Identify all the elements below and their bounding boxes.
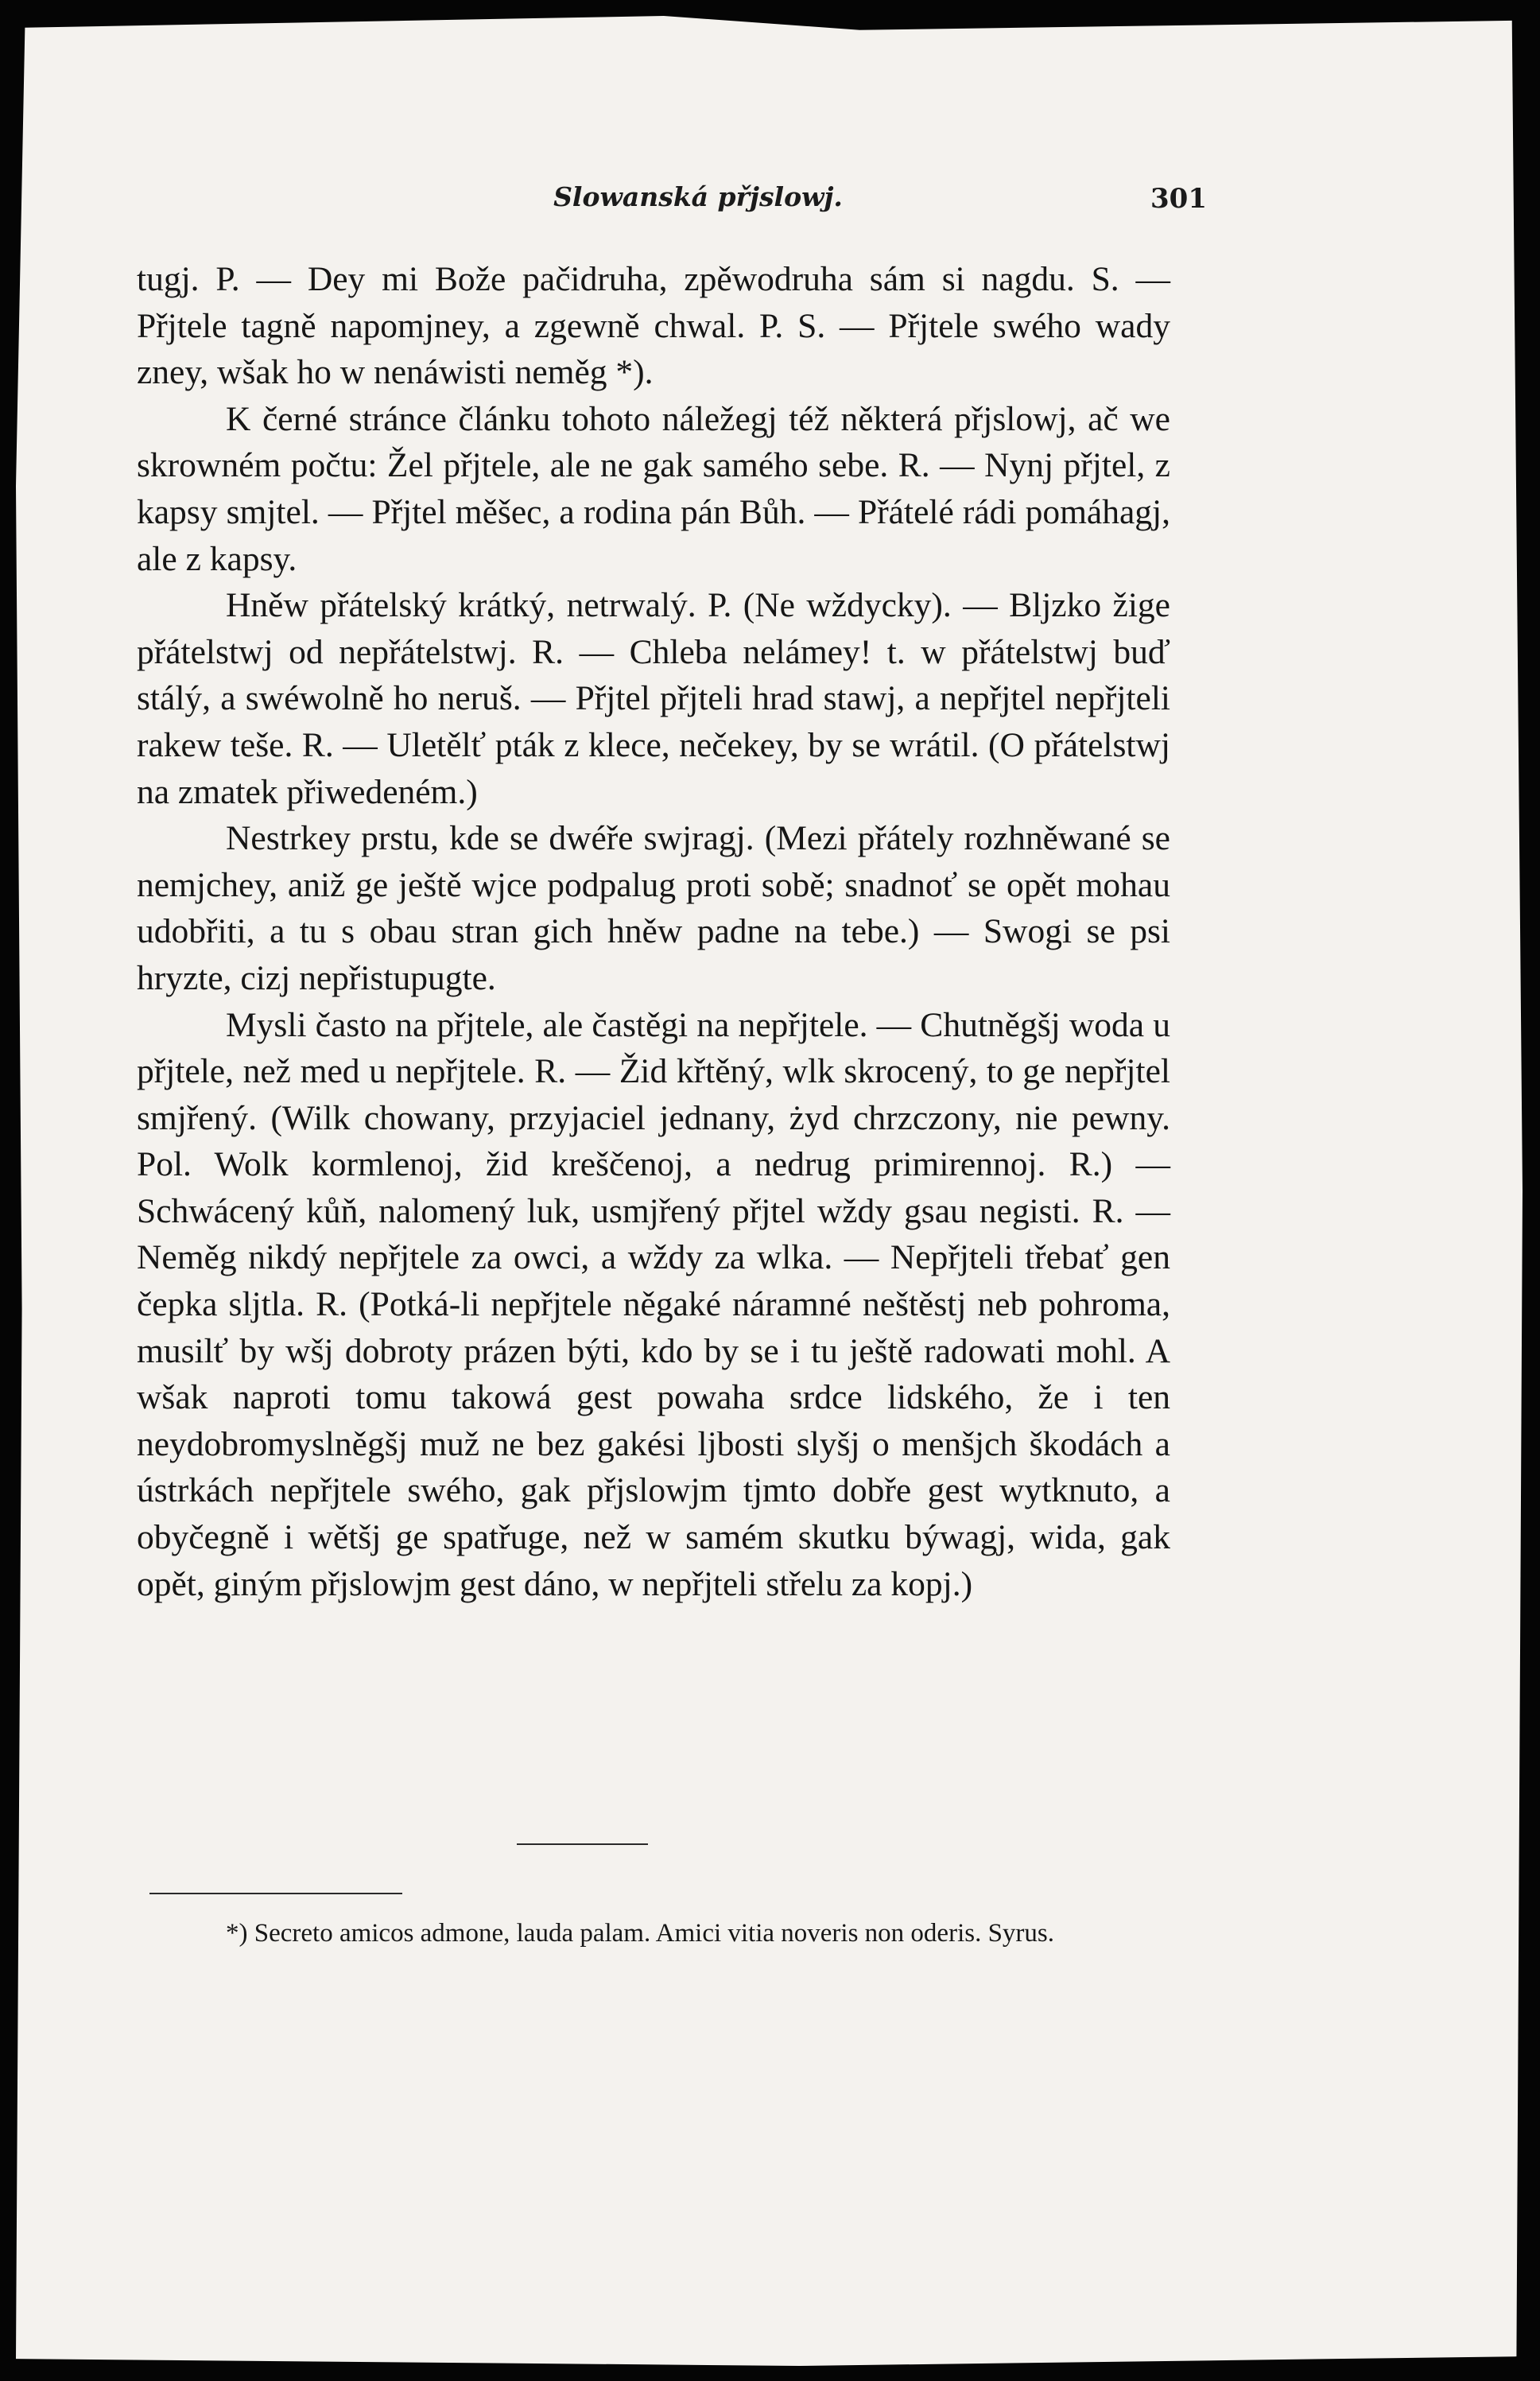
paragraph-2: K černé stránce článku tohoto náležegj též některá přjslowj, ač we skrowném počtu: Žel přjtele, ale ne gak samého sebe. R. — Nynj přjtel, z kapsy smjtel. — Přjtel měšec, a rodina pán Bůh. — Přátelé rádi pomáhagj, ale z kapsy.	[137, 399, 1170, 578]
paragraph-3: Hněw přátelský krátký, netrwalý. P. (Ne wždycky). — Bljzko žige přátelstwj od nepřátelstwj. R. — Chleba nelámey! t. w přátelstwj buď stálý, a swéwolně ho neruš. — Přjtel přjteli hrad stawj, a nepřjtel nepřjteli rakew teše. R. — Uletělť pták z klece, nečekey, by se wrátil. (O přátelstwj na zmatek přiwedeném.)	[137, 586, 1170, 811]
footnote-text: *) Secreto amicos admone, lauda palam. Amici vitia noveris non oderis. Syrus.	[226, 1919, 1055, 1948]
page-header	[189, 181, 1207, 229]
paragraph-5: Mysli často na přjtele, ale častěgi na nepřjtele. — Chutněgšj woda u přjtele, než med u nepřjtele. R. — Žid křtěný, wlk skrocený, to ge nepřjtel smjřený. (Wilk chowany, przyjaciel jednany, żyd chrzczony, nie pewny. Pol. Wolk kormlenoj, žid kreščenoj, a nedrug primirennoj. R.) — Schwácený kůň, nalomený luk, usmjřený přjtel wždy gsau negisti. R. — Neměg nikdý nepřjtele za owci, a wždy za wlka. — Nepřjteli třebať gen čepka sljtla. R. (Potká-li nepřjtele něgaké náramné neštěstj neb pohroma, musilť by wšj dobroty prázen býti, kdo by se i tu ještě radowati mohl. A wšak naproti tomu takowá gest powaha srdce lidského, že i ten neydobromyslněgšj muž ne bez gakési ljbosti slyšj o menšjch škodách a ústrkách nepřjtele swého, gak přjslowjm tjmto dobře gest wytknuto, a obyčegně i wětšj ge spatřuge, než w samém skutku býwagj, wida, gak opět, giným přjslowjm gest dáno, w nepřjteli střelu za kopj.)	[137, 1005, 1170, 1603]
running-title: Slowanská přjslowj.	[553, 181, 843, 212]
body-text	[137, 256, 1170, 1607]
paragraph-4: Nestrkey prstu, kde se dwéře swjragj. (Mezi přátely rozhněwané se nemjchey, aniž ge ještě wjce podpalug proti sobě; snadnoť se opět mohau udobřiti, a tu s obau stran gich hněw padne na tebe.) — Swogi se psi hryzte, cizj nepřistupugte.	[137, 819, 1170, 997]
page-number: 301	[1150, 183, 1207, 215]
paragraph-1: tugj. P. — Dey mi Bože pačidruha, zpěwodruha sám si nagdu. S. — Přjtele tagně napomjney, a zgewně chwal. P. S. — Přjtele swého wady zney, wšak ho w nenáwisti neměg *).	[137, 260, 1170, 392]
footnote-separator	[149, 1893, 402, 1894]
footnote	[137, 1917, 1170, 1950]
section-end-rule	[517, 1843, 648, 1845]
